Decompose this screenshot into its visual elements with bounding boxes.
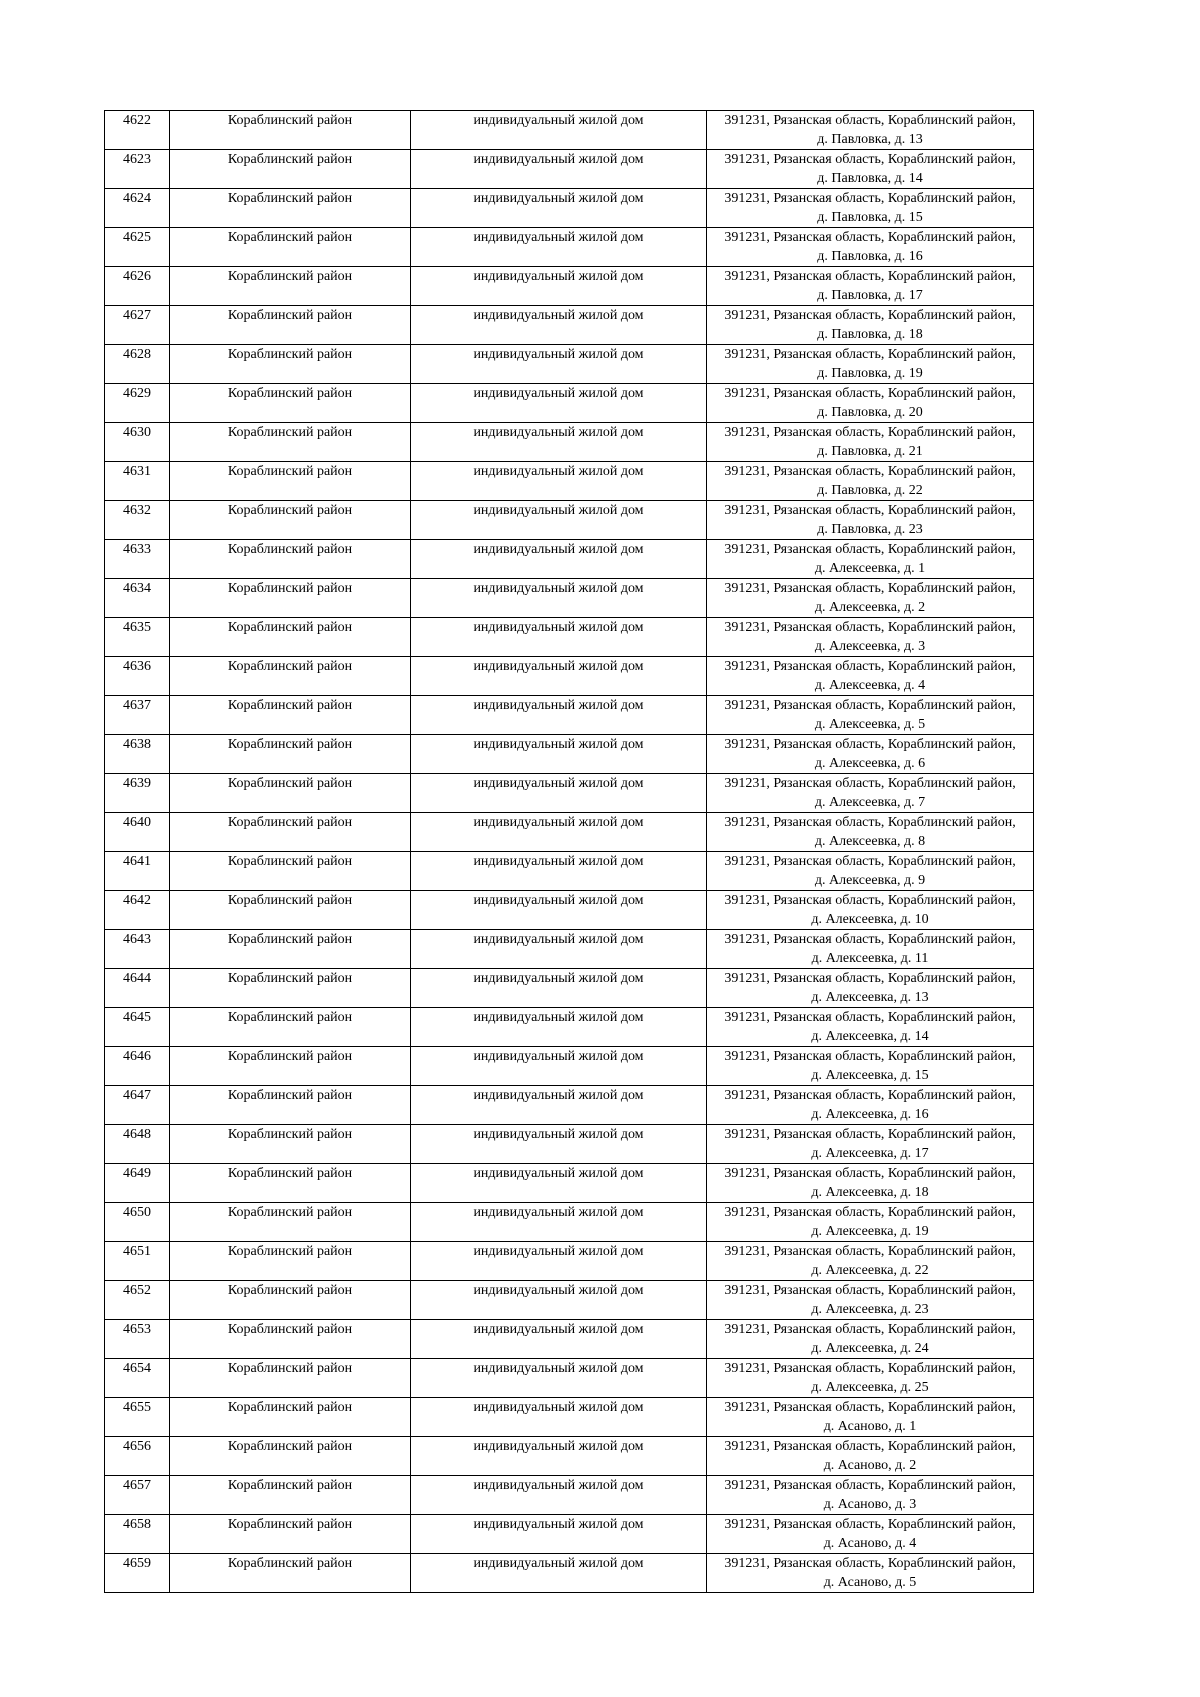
address-line-house: д. Алексеевка, д. 18 xyxy=(811,1185,929,1200)
district-cell: Кораблинский район xyxy=(170,384,411,423)
row-number-cell: 4624 xyxy=(105,189,170,228)
address-line-house: д. Алексеевка, д. 1 xyxy=(814,561,926,576)
table-row xyxy=(105,1320,1034,1359)
district-cell: Кораблинский район xyxy=(170,852,411,891)
address-cell xyxy=(707,696,1034,735)
table-row xyxy=(105,111,1034,150)
district-cell: Кораблинский район xyxy=(170,267,411,306)
district-cell: Кораблинский район xyxy=(170,1476,411,1515)
address-cell xyxy=(707,852,1034,891)
address-line-house: д. Павловка, д. 21 xyxy=(817,444,923,459)
address-line-region: 391231, Рязанская область, Кораблинский район, xyxy=(724,581,1016,596)
address-line-region: 391231, Рязанская область, Кораблинский район, xyxy=(724,1439,1016,1454)
address-line-region: 391231, Рязанская область, Кораблинский район, xyxy=(724,932,1016,947)
row-number-cell: 4640 xyxy=(105,813,170,852)
building-type-cell: индивидуальный жилой дом xyxy=(411,930,707,969)
table-row xyxy=(105,228,1034,267)
district-cell: Кораблинский район xyxy=(170,774,411,813)
address-line-house: д. Павловка, д. 22 xyxy=(817,483,923,498)
row-number-cell: 4639 xyxy=(105,774,170,813)
address-line-house: д. Алексеевка, д. 11 xyxy=(811,951,929,966)
building-type-cell: индивидуальный жилой дом xyxy=(411,1164,707,1203)
table-row xyxy=(105,891,1034,930)
district-cell: Кораблинский район xyxy=(170,1125,411,1164)
address-cell xyxy=(707,735,1034,774)
row-number-cell: 4628 xyxy=(105,345,170,384)
row-number-cell: 4657 xyxy=(105,1476,170,1515)
building-type-cell: индивидуальный жилой дом xyxy=(411,1320,707,1359)
district-cell: Кораблинский район xyxy=(170,189,411,228)
address-cell xyxy=(707,1554,1034,1593)
address-line-house: д. Павловка, д. 17 xyxy=(817,288,923,303)
address-line-house: д. Алексеевка, д. 4 xyxy=(814,678,926,693)
district-cell: Кораблинский район xyxy=(170,1398,411,1437)
row-number-cell: 4641 xyxy=(105,852,170,891)
address-cell xyxy=(707,774,1034,813)
table-row xyxy=(105,1554,1034,1593)
building-type-cell: индивидуальный жилой дом xyxy=(411,1125,707,1164)
table-row xyxy=(105,345,1034,384)
address-line-region: 391231, Рязанская область, Кораблинский район, xyxy=(724,1088,1016,1103)
table-row xyxy=(105,501,1034,540)
address-cell xyxy=(707,657,1034,696)
address-line-region: 391231, Рязанская область, Кораблинский район, xyxy=(724,1322,1016,1337)
table-row xyxy=(105,150,1034,189)
building-type-cell: индивидуальный жилой дом xyxy=(411,501,707,540)
address-cell xyxy=(707,384,1034,423)
address-line-house: д. Асаново, д. 2 xyxy=(823,1458,917,1473)
address-line-region: 391231, Рязанская область, Кораблинский район, xyxy=(724,1283,1016,1298)
district-cell: Кораблинский район xyxy=(170,657,411,696)
address-line-house: д. Асаново, д. 5 xyxy=(823,1575,917,1590)
table-row xyxy=(105,540,1034,579)
address-cell xyxy=(707,1515,1034,1554)
district-cell: Кораблинский район xyxy=(170,1008,411,1047)
table-row xyxy=(105,462,1034,501)
building-type-cell: индивидуальный жилой дом xyxy=(411,423,707,462)
address-cell xyxy=(707,111,1034,150)
address-cell xyxy=(707,1008,1034,1047)
row-number-cell: 4622 xyxy=(105,111,170,150)
address-line-house: д. Алексеевка, д. 23 xyxy=(811,1302,929,1317)
building-type-cell: индивидуальный жилой дом xyxy=(411,1086,707,1125)
address-line-region: 391231, Рязанская область, Кораблинский район, xyxy=(724,1127,1016,1142)
table-row xyxy=(105,1398,1034,1437)
address-line-house: д. Алексеевка, д. 17 xyxy=(811,1146,929,1161)
row-number-cell: 4629 xyxy=(105,384,170,423)
table-row xyxy=(105,1203,1034,1242)
address-line-region: 391231, Рязанская область, Кораблинский район, xyxy=(724,971,1016,986)
address-line-house: д. Алексеевка, д. 7 xyxy=(814,795,926,810)
address-line-region: 391231, Рязанская область, Кораблинский район, xyxy=(724,854,1016,869)
district-cell: Кораблинский район xyxy=(170,930,411,969)
address-line-house: д. Алексеевка, д. 2 xyxy=(814,600,926,615)
address-line-house: д. Алексеевка, д. 13 xyxy=(811,990,929,1005)
address-cell xyxy=(707,1320,1034,1359)
building-type-cell: индивидуальный жилой дом xyxy=(411,891,707,930)
row-number-cell: 4623 xyxy=(105,150,170,189)
address-line-region: 391231, Рязанская область, Кораблинский район, xyxy=(724,152,1016,167)
address-cell xyxy=(707,618,1034,657)
district-cell: Кораблинский район xyxy=(170,1281,411,1320)
district-cell: Кораблинский район xyxy=(170,150,411,189)
address-line-region: 391231, Рязанская область, Кораблинский район, xyxy=(724,1361,1016,1376)
row-number-cell: 4637 xyxy=(105,696,170,735)
address-cell xyxy=(707,891,1034,930)
building-type-cell: индивидуальный жилой дом xyxy=(411,462,707,501)
row-number-cell: 4644 xyxy=(105,969,170,1008)
building-type-cell: индивидуальный жилой дом xyxy=(411,813,707,852)
building-type-cell: индивидуальный жилой дом xyxy=(411,969,707,1008)
table-row xyxy=(105,1008,1034,1047)
building-type-cell: индивидуальный жилой дом xyxy=(411,111,707,150)
row-number-cell: 4650 xyxy=(105,1203,170,1242)
address-line-region: 391231, Рязанская область, Кораблинский район, xyxy=(724,542,1016,557)
table-row xyxy=(105,1359,1034,1398)
building-type-cell: индивидуальный жилой дом xyxy=(411,189,707,228)
address-line-region: 391231, Рязанская область, Кораблинский район, xyxy=(724,425,1016,440)
address-line-region: 391231, Рязанская область, Кораблинский район, xyxy=(724,776,1016,791)
district-cell: Кораблинский район xyxy=(170,540,411,579)
address-cell xyxy=(707,462,1034,501)
address-line-region: 391231, Рязанская область, Кораблинский район, xyxy=(724,1166,1016,1181)
building-type-cell: индивидуальный жилой дом xyxy=(411,1281,707,1320)
table-row xyxy=(105,735,1034,774)
address-line-house: д. Асаново, д. 1 xyxy=(823,1419,917,1434)
row-number-cell: 4658 xyxy=(105,1515,170,1554)
district-cell: Кораблинский район xyxy=(170,1242,411,1281)
address-cell xyxy=(707,1398,1034,1437)
building-type-cell: индивидуальный жилой дом xyxy=(411,1554,707,1593)
building-type-cell: индивидуальный жилой дом xyxy=(411,1398,707,1437)
table-row xyxy=(105,1125,1034,1164)
building-type-cell: индивидуальный жилой дом xyxy=(411,579,707,618)
row-number-cell: 4648 xyxy=(105,1125,170,1164)
table-row xyxy=(105,1164,1034,1203)
address-cell xyxy=(707,540,1034,579)
address-line-house: д. Алексеевка, д. 9 xyxy=(814,873,926,888)
building-type-cell: индивидуальный жилой дом xyxy=(411,540,707,579)
table-row xyxy=(105,189,1034,228)
address-line-house: д. Алексеевка, д. 14 xyxy=(811,1029,929,1044)
address-line-region: 391231, Рязанская область, Кораблинский район, xyxy=(724,815,1016,830)
table-row xyxy=(105,1086,1034,1125)
registry-table xyxy=(104,110,1034,1593)
address-line-region: 391231, Рязанская область, Кораблинский район, xyxy=(724,1478,1016,1493)
address-line-house: д. Павловка, д. 13 xyxy=(817,132,923,147)
district-cell: Кораблинский район xyxy=(170,345,411,384)
building-type-cell: индивидуальный жилой дом xyxy=(411,1203,707,1242)
address-line-house: д. Павловка, д. 15 xyxy=(817,210,923,225)
address-cell xyxy=(707,1281,1034,1320)
row-number-cell: 4654 xyxy=(105,1359,170,1398)
table-row xyxy=(105,774,1034,813)
building-type-cell: индивидуальный жилой дом xyxy=(411,1359,707,1398)
address-cell xyxy=(707,1203,1034,1242)
address-line-region: 391231, Рязанская область, Кораблинский район, xyxy=(724,737,1016,752)
building-type-cell: индивидуальный жилой дом xyxy=(411,1515,707,1554)
table-row xyxy=(105,384,1034,423)
building-type-cell: индивидуальный жилой дом xyxy=(411,852,707,891)
address-line-region: 391231, Рязанская область, Кораблинский район, xyxy=(724,1049,1016,1064)
address-cell xyxy=(707,1242,1034,1281)
table-row xyxy=(105,1437,1034,1476)
district-cell: Кораблинский район xyxy=(170,618,411,657)
address-line-region: 391231, Рязанская область, Кораблинский район, xyxy=(724,1556,1016,1571)
table-row xyxy=(105,618,1034,657)
building-type-cell: индивидуальный жилой дом xyxy=(411,267,707,306)
table-row xyxy=(105,969,1034,1008)
district-cell: Кораблинский район xyxy=(170,696,411,735)
table-row xyxy=(105,1515,1034,1554)
registry-table-body xyxy=(105,111,1034,1593)
building-type-cell: индивидуальный жилой дом xyxy=(411,1437,707,1476)
address-line-house: д. Павловка, д. 23 xyxy=(817,522,923,537)
building-type-cell: индивидуальный жилой дом xyxy=(411,150,707,189)
table-row xyxy=(105,579,1034,618)
address-line-house: д. Алексеевка, д. 19 xyxy=(811,1224,929,1239)
district-cell: Кораблинский район xyxy=(170,306,411,345)
building-type-cell: индивидуальный жилой дом xyxy=(411,228,707,267)
row-number-cell: 4638 xyxy=(105,735,170,774)
address-line-house: д. Алексеевка, д. 24 xyxy=(811,1341,929,1356)
address-line-house: д. Павловка, д. 14 xyxy=(817,171,923,186)
address-cell xyxy=(707,969,1034,1008)
table-row xyxy=(105,1047,1034,1086)
district-cell: Кораблинский район xyxy=(170,579,411,618)
address-cell xyxy=(707,267,1034,306)
district-cell: Кораблинский район xyxy=(170,891,411,930)
row-number-cell: 4655 xyxy=(105,1398,170,1437)
building-type-cell: индивидуальный жилой дом xyxy=(411,774,707,813)
address-cell xyxy=(707,1359,1034,1398)
district-cell: Кораблинский район xyxy=(170,423,411,462)
building-type-cell: индивидуальный жилой дом xyxy=(411,384,707,423)
address-line-region: 391231, Рязанская область, Кораблинский район, xyxy=(724,1517,1016,1532)
address-line-house: д. Павловка, д. 19 xyxy=(817,366,923,381)
row-number-cell: 4625 xyxy=(105,228,170,267)
address-line-region: 391231, Рязанская область, Кораблинский район, xyxy=(724,308,1016,323)
building-type-cell: индивидуальный жилой дом xyxy=(411,1047,707,1086)
address-line-house: д. Павловка, д. 20 xyxy=(817,405,923,420)
table-row xyxy=(105,306,1034,345)
row-number-cell: 4656 xyxy=(105,1437,170,1476)
district-cell: Кораблинский район xyxy=(170,969,411,1008)
address-cell xyxy=(707,813,1034,852)
row-number-cell: 4645 xyxy=(105,1008,170,1047)
address-line-region: 391231, Рязанская область, Кораблинский район, xyxy=(724,1205,1016,1220)
address-line-region: 391231, Рязанская область, Кораблинский район, xyxy=(724,113,1016,128)
address-cell xyxy=(707,1437,1034,1476)
district-cell: Кораблинский район xyxy=(170,1164,411,1203)
address-line-region: 391231, Рязанская область, Кораблинский район, xyxy=(724,386,1016,401)
district-cell: Кораблинский район xyxy=(170,1086,411,1125)
district-cell: Кораблинский район xyxy=(170,501,411,540)
row-number-cell: 4626 xyxy=(105,267,170,306)
address-cell xyxy=(707,1047,1034,1086)
building-type-cell: индивидуальный жилой дом xyxy=(411,1008,707,1047)
address-line-house: д. Алексеевка, д. 10 xyxy=(811,912,929,927)
address-line-region: 391231, Рязанская область, Кораблинский район, xyxy=(724,659,1016,674)
address-cell xyxy=(707,1086,1034,1125)
address-line-house: д. Алексеевка, д. 25 xyxy=(811,1380,929,1395)
row-number-cell: 4633 xyxy=(105,540,170,579)
address-cell xyxy=(707,930,1034,969)
address-line-house: д. Алексеевка, д. 3 xyxy=(814,639,926,654)
address-line-house: д. Алексеевка, д. 8 xyxy=(814,834,926,849)
row-number-cell: 4630 xyxy=(105,423,170,462)
address-line-house: д. Алексеевка, д. 22 xyxy=(811,1263,929,1278)
table-row xyxy=(105,852,1034,891)
district-cell: Кораблинский район xyxy=(170,228,411,267)
address-line-house: д. Алексеевка, д. 5 xyxy=(814,717,926,732)
table-row xyxy=(105,657,1034,696)
table-row xyxy=(105,1476,1034,1515)
address-line-house: д. Алексеевка, д. 16 xyxy=(811,1107,929,1122)
row-number-cell: 4635 xyxy=(105,618,170,657)
district-cell: Кораблинский район xyxy=(170,813,411,852)
table-row xyxy=(105,267,1034,306)
address-line-house: д. Асаново, д. 3 xyxy=(823,1497,917,1512)
address-cell xyxy=(707,501,1034,540)
address-line-region: 391231, Рязанская область, Кораблинский район, xyxy=(724,893,1016,908)
address-cell xyxy=(707,1164,1034,1203)
address-line-region: 391231, Рязанская область, Кораблинский район, xyxy=(724,1010,1016,1025)
address-cell xyxy=(707,579,1034,618)
address-line-region: 391231, Рязанская область, Кораблинский район, xyxy=(724,464,1016,479)
district-cell: Кораблинский район xyxy=(170,1359,411,1398)
district-cell: Кораблинский район xyxy=(170,111,411,150)
building-type-cell: индивидуальный жилой дом xyxy=(411,618,707,657)
building-type-cell: индивидуальный жилой дом xyxy=(411,657,707,696)
row-number-cell: 4649 xyxy=(105,1164,170,1203)
building-type-cell: индивидуальный жилой дом xyxy=(411,306,707,345)
address-line-region: 391231, Рязанская область, Кораблинский район, xyxy=(724,1244,1016,1259)
district-cell: Кораблинский район xyxy=(170,1554,411,1593)
address-line-region: 391231, Рязанская область, Кораблинский район, xyxy=(724,620,1016,635)
table-row xyxy=(105,813,1034,852)
row-number-cell: 4632 xyxy=(105,501,170,540)
building-type-cell: индивидуальный жилой дом xyxy=(411,696,707,735)
address-cell xyxy=(707,306,1034,345)
address-cell xyxy=(707,228,1034,267)
district-cell: Кораблинский район xyxy=(170,1437,411,1476)
row-number-cell: 4636 xyxy=(105,657,170,696)
row-number-cell: 4643 xyxy=(105,930,170,969)
address-line-house: д. Павловка, д. 16 xyxy=(817,249,923,264)
row-number-cell: 4652 xyxy=(105,1281,170,1320)
address-line-region: 391231, Рязанская область, Кораблинский район, xyxy=(724,698,1016,713)
address-line-region: 391231, Рязанская область, Кораблинский район, xyxy=(724,230,1016,245)
table-row xyxy=(105,423,1034,462)
address-cell xyxy=(707,150,1034,189)
address-line-house: д. Алексеевка, д. 6 xyxy=(814,756,926,771)
address-line-house: д. Асаново, д. 4 xyxy=(823,1536,917,1551)
address-line-region: 391231, Рязанская область, Кораблинский район, xyxy=(724,269,1016,284)
address-cell xyxy=(707,345,1034,384)
row-number-cell: 4653 xyxy=(105,1320,170,1359)
address-cell xyxy=(707,189,1034,228)
table-row xyxy=(105,930,1034,969)
row-number-cell: 4659 xyxy=(105,1554,170,1593)
building-type-cell: индивидуальный жилой дом xyxy=(411,345,707,384)
row-number-cell: 4631 xyxy=(105,462,170,501)
row-number-cell: 4651 xyxy=(105,1242,170,1281)
row-number-cell: 4647 xyxy=(105,1086,170,1125)
building-type-cell: индивидуальный жилой дом xyxy=(411,1242,707,1281)
address-line-region: 391231, Рязанская область, Кораблинский район, xyxy=(724,191,1016,206)
address-line-house: д. Алексеевка, д. 15 xyxy=(811,1068,929,1083)
building-type-cell: индивидуальный жилой дом xyxy=(411,1476,707,1515)
district-cell: Кораблинский район xyxy=(170,1515,411,1554)
row-number-cell: 4642 xyxy=(105,891,170,930)
row-number-cell: 4634 xyxy=(105,579,170,618)
address-cell xyxy=(707,1476,1034,1515)
district-cell: Кораблинский район xyxy=(170,1320,411,1359)
address-line-house: д. Павловка, д. 18 xyxy=(817,327,923,342)
district-cell: Кораблинский район xyxy=(170,1047,411,1086)
address-cell xyxy=(707,423,1034,462)
table-row xyxy=(105,696,1034,735)
row-number-cell: 4646 xyxy=(105,1047,170,1086)
row-number-cell: 4627 xyxy=(105,306,170,345)
table-row xyxy=(105,1281,1034,1320)
table-row xyxy=(105,1242,1034,1281)
building-type-cell: индивидуальный жилой дом xyxy=(411,735,707,774)
address-cell xyxy=(707,1125,1034,1164)
district-cell: Кораблинский район xyxy=(170,462,411,501)
district-cell: Кораблинский район xyxy=(170,735,411,774)
district-cell: Кораблинский район xyxy=(170,1203,411,1242)
address-line-region: 391231, Рязанская область, Кораблинский район, xyxy=(724,347,1016,362)
address-line-region: 391231, Рязанская область, Кораблинский район, xyxy=(724,1400,1016,1415)
address-line-region: 391231, Рязанская область, Кораблинский район, xyxy=(724,503,1016,518)
